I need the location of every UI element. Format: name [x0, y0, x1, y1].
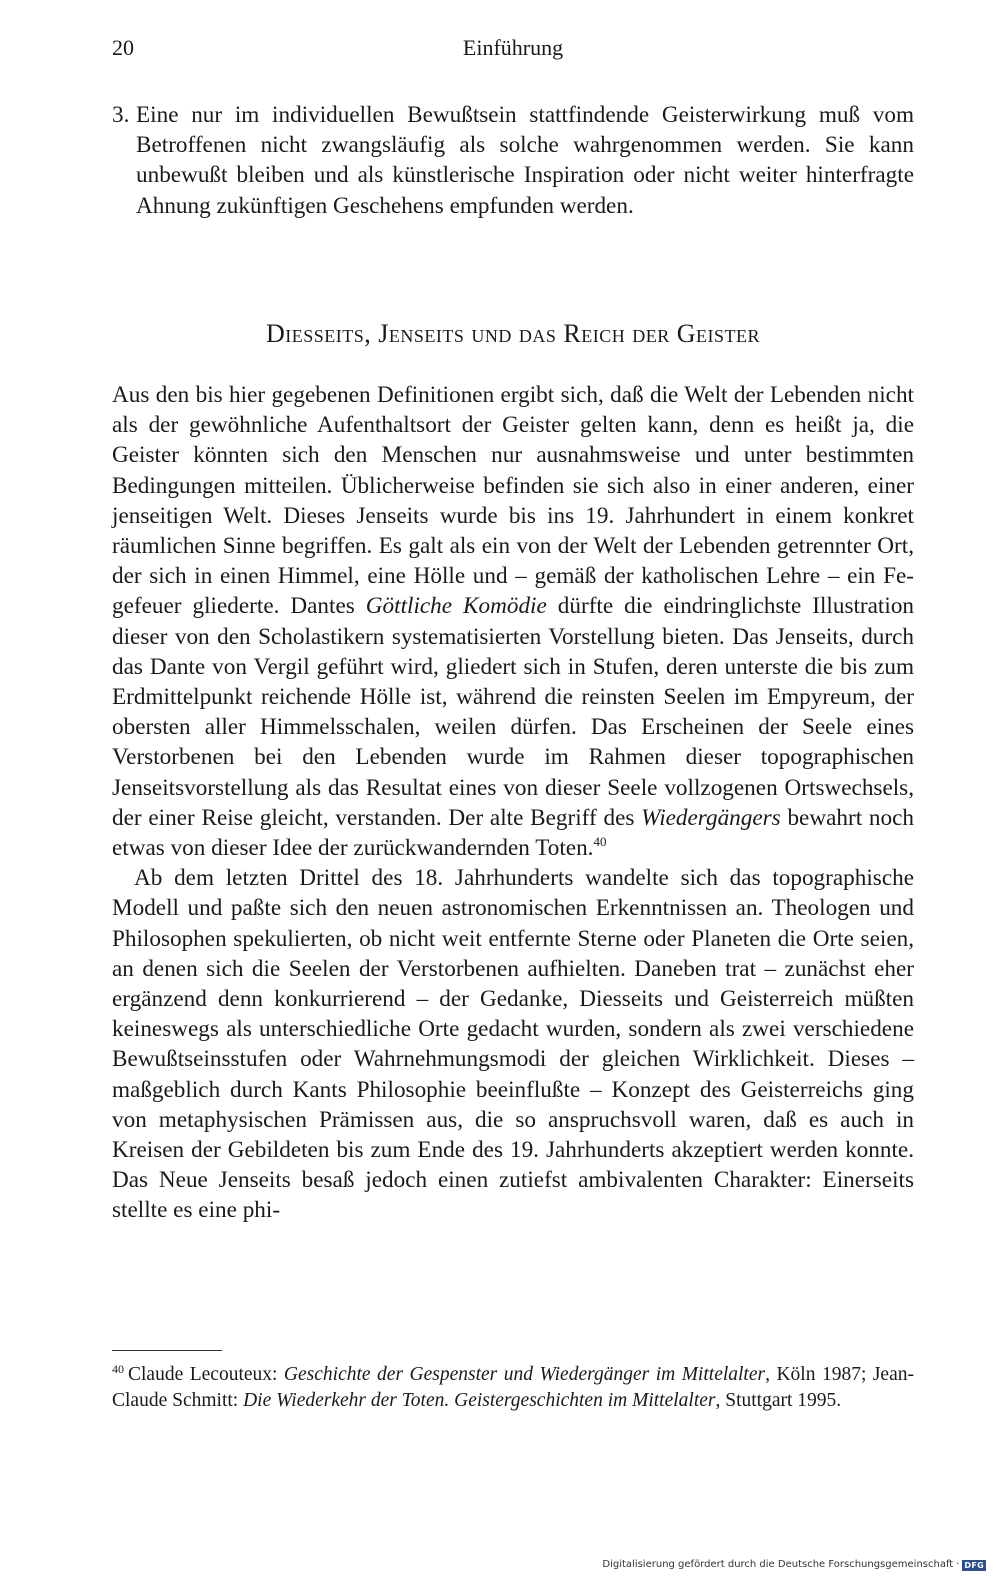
dfg-logo: DFG: [964, 1560, 984, 1570]
credit-text: Digitalisierung gefördert durch die Deutsche Forschungsgemeinschaft: [602, 1559, 954, 1570]
paragraph: [112, 380, 914, 863]
credit-separator: ·: [956, 1559, 960, 1570]
footnote-italic: Die Wiederkehr der Toten. Geistergeschichten im Mittelalter: [243, 1389, 716, 1411]
paragraph-text: bewahrt noch etwas von dieser Idee der zurückwandernden Toten.: [112, 804, 914, 862]
body-text: [112, 380, 914, 1226]
paragraph: Ab dem letzten Drittel des 18. Jahrhunderts wandelte sich das topographische Modell und paßte sich den neuen astronomischen Erkenntnissen an. Theologen und Philosophen spekulierten, ob nicht weit entfernte Sterne oder Planeten die Orte seien, an denen sich die Seelen der Verstorbenen aufhielten. Daneben trat – zunächst eher ergänzend denn konkurrierend – der Gedanke, Diesseits und Geisterreich müßten keineswegs als unterschiedliche Orte gedacht wurden, sondern als zwei verschiedene Bewußtseinsstufen oder Wahrnehmungsmodi der gleichen Wirklichkeit. Dieses – maßgeblich durch Kants Philosophie beeinflußte – Konzept des Geisterreichs ging von metaphysischen Prämissen aus, die so anspruchsvoll waren, daß es auch in Kreisen der Gebildeten bis zum Ende des 19. Jahrhunderts akzeptiert werden konnte. Das Neue Jenseits besaß jedoch einen zutiefst ambivalenten Charakter: Einerseits stellte es eine phi-: [112, 865, 914, 1224]
footnote-text: , Köln 1987; Jean-Claude Schmitt:: [112, 1364, 914, 1411]
list-item-text: Eine nur im individuellen Bewußtsein stattfindende Geisterwirkung muß vom Betroffenen nicht zwangsläufig als solche wahrgenommen werden. Sie kann unbewußt bleiben und als künstlerische Inspiration oder nicht weiter hinterfragte Ahnung zukünftigen Geschehens empfunden werden.: [136, 102, 914, 219]
running-header: [112, 30, 914, 66]
list-item-number: 3.: [112, 102, 130, 128]
paragraph-text: dürfte die eindringlichste Illustration dieser von den Scholastikern systematisierten Vorstellung bieten. Das Jenseits, durch das Dante von Vergil geführt wird, gliedert sich in Stufen, deren unterste die bis zum Erdmittelpunkt reichende Hölle ist, während die reinsten Seelen im Empyreum, der obersten aller Himmelsschalen, weilen dürfen. Das Erscheinen der Seele eines Verstorbenen bei den Lebenden wurde im Rahmen dieser topographischen Jenseitsvorstellung als das Resultat eines von dieser Seele vollzogenen Ortswechsels, der einer Reise gleicht, verstanden. Der alte Begriff des: [112, 593, 915, 831]
footnote-reference: 40: [593, 834, 607, 850]
running-title: Einführung: [462, 35, 564, 60]
italic-term: Wiedergängers: [641, 804, 781, 831]
digitization-credit: [602, 1558, 986, 1572]
paragraph-text: Aus den bis hier gegebenen Definitionen ergibt sich, daß die Welt der Lebenden nicht als der gewöhnliche Aufenthaltsort der Geister gelten kann, denn es heißt ja, die Geister könnten sich den Menschen nur ausnahmsweise und unter bestimmten Bedingungen mitteilen. Üblicherweise befinden sie sich also in einer anderen, einer jenseitigen Welt. Dieses Jenseits wurde bis ins 19. Jahrhundert in einem konkret räumlichen Sinne begriffen. Es galt als ein von der Welt der Lebenden getrennter Ort, der sich in einen Himmel, eine Hölle und – gemäß der katholischen Lehre – ein Fegefeuer gliederte. Dantes: [112, 382, 914, 620]
footnote-mark: 40: [112, 1362, 124, 1376]
numbered-list: [112, 100, 914, 221]
footnote-text: Claude Lecouteux:: [128, 1364, 284, 1385]
footnote-divider: [112, 1350, 222, 1351]
page-number: 20: [112, 35, 134, 60]
footnote: [112, 1362, 914, 1413]
italic-title: Göttliche Komödie: [365, 593, 547, 620]
footnote-italic: Geschichte der Gespenster und Wiedergänger im Mittelalter: [283, 1364, 766, 1385]
list-item: [112, 100, 914, 221]
section-heading: Diesseits, Jenseits und das Reich der Geister: [265, 319, 760, 348]
footnote-text: , Stuttgart 1995.: [715, 1389, 842, 1411]
